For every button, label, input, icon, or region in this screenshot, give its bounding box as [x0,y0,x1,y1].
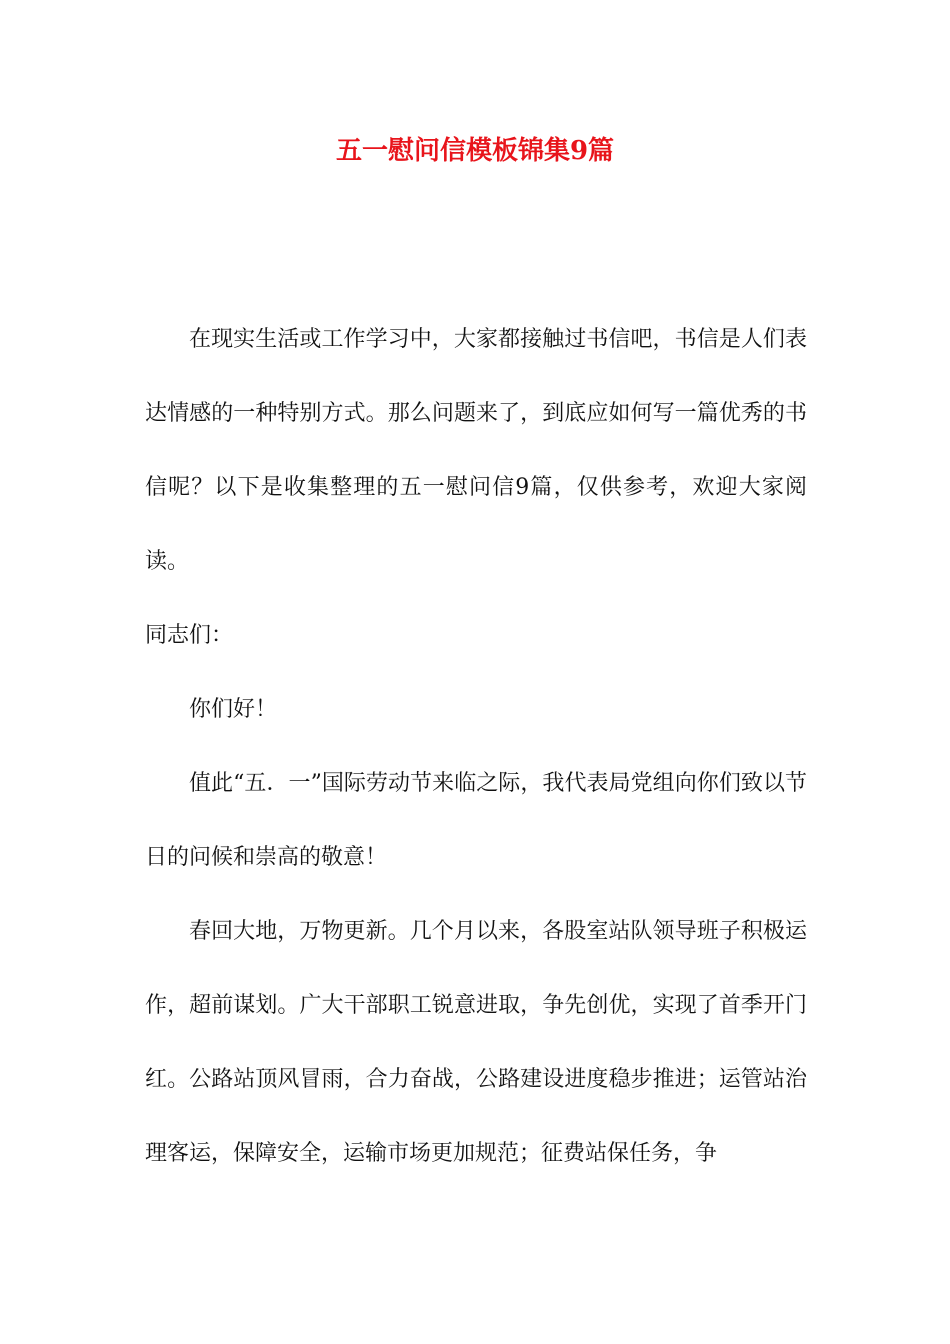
document-title: 五一慰问信模板锦集9篇 [335,136,615,166]
paragraph-greeting: 你们好！ [189,697,278,722]
paragraph-intro: 在现实生活或工作学习中，大家都接触过书信吧，书信是人们表达情感的一种特别方式。那么问题来了，到底应如何写一篇优秀的书信呢？以下是收集整理的五一慰问信9篇，仅供参考，欢迎大家阅读。 [145,327,807,574]
paragraph-occasion: 值此“五．一”国际劳动节来临之际，我代表局党组向你们致以节日的问候和崇高的敬意！ [145,771,807,870]
paragraph-salutation: 同志们： [145,623,234,648]
paragraph-review: 春回大地，万物更新。几个月以来，各股室站队领导班子积极运作，超前谋划。广大干部职工锐意进取，争先创优，实现了首季开门红。公路站顶风冒雨，合力奋战，公路建设进度稳步推进；运管站治理客运，保障安全，运输市场更加规范；征费站保任务，争 [145,919,807,1166]
document-body [145,303,807,1191]
